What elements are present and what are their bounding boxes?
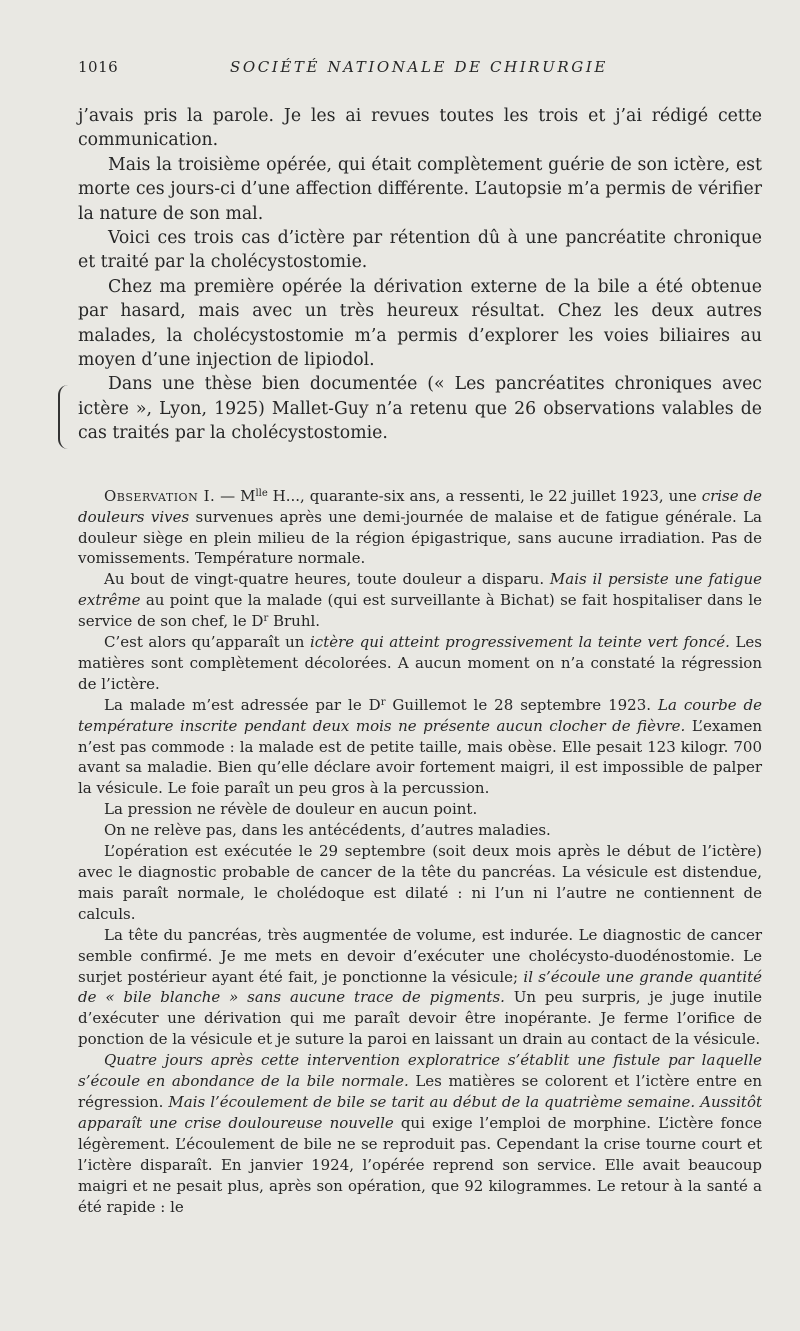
page-body [78, 104, 762, 1217]
superscript: r [380, 696, 386, 708]
observation-paragraph [78, 925, 762, 1050]
text-run: Au bout de vingt-quatre heures, toute douleur a disparu. [104, 570, 550, 589]
text-run: La malade m’est adressée par le D [104, 695, 381, 714]
italic-run: Mais il persiste une fatigue extrême [78, 570, 763, 610]
text-run: Les matières se colorent et l’ictère entre en régression. [78, 1072, 762, 1111]
superscript: r [263, 613, 269, 625]
text-run: L’examen n’est pas commode : la malade est de petite taille, mais obèse. Elle pesait 123 kilogr. 700 avant sa maladie. Bien qu’elle déclare avoir fortement maigri, il est impossible de palper la vésicule. Le foie paraît un peu gros à la percussion. [78, 716, 762, 798]
running-title: SOCIÉTÉ NATIONALE DE CHIRURGIE [230, 58, 608, 76]
text-run: Un peu surpris, je juge inutile d’exécuter une dérivation qui me paraît devoir être inopérante. Je ferme l’orifice de ponction de la vésicule et je suture la paroi en laissant un drain au contact de la vésicule. [78, 988, 762, 1049]
running-header [78, 58, 718, 84]
paragraph: Mais la troisième opérée, qui était complètement guérie de son ictère, est morte ces jours-ci d’une affection différente. L’autopsie m’a permis de vérifier la nature de son mal. [78, 154, 762, 224]
observation-paragraph [78, 569, 762, 632]
observation-paragraph: L’opération est exécutée le 29 septembre (soit deux mois après le début de l’ictère) avec le diagnostic probable de cancer de la tête du pancréas. La vésicule est distendue, mais paraît normale, le cholédoque est dilaté : ni l’un ni l’autre ne contiennent de calculs. [78, 842, 762, 923]
section-gap [78, 446, 762, 486]
paragraph: j’avais pris la parole. Je les ai revues toutes les trois et j’ai rédigé cette communication. [78, 106, 762, 151]
observation-paragraph: On ne relève pas, dans les antécédents, d’autres maladies. [104, 821, 551, 840]
italic-run: La courbe de température inscrite pendant deux mois ne présente aucun clocher de fièvre. [78, 695, 762, 735]
page-number: 1016 [78, 58, 119, 76]
italic-run: ictère qui atteint progressivement la teinte vert foncé. [310, 633, 730, 652]
text-run: Bruhl. [268, 612, 321, 631]
observation-text [78, 486, 762, 1218]
margin-bracket-mark [58, 385, 72, 449]
observation-paragraph: La pression ne révèle de douleur en aucun point. [104, 800, 478, 819]
text-run: Les matières sont complètement décolorées. A aucun moment on n’a constaté la régression de l’ictère. [78, 633, 762, 693]
italic-run: Mais l’écoulement de bile se tarit au début de la quatrième semaine. Aussitôt apparaît une crise douloureuse nouvelle [78, 1092, 762, 1132]
italic-run: il s’écoule une grande quantité de « bile blanche » sans aucune trace de pigments. [78, 967, 762, 1007]
paragraph: Voici ces trois cas d’ictère par rétention dû à une pancréatite chronique et traité par la cholécystostomie. [78, 228, 762, 273]
text-run: — M [215, 486, 256, 505]
italic-run: Quatre jours après cette intervention exploratrice s’établit une fistule par laquelle s’écoule en abondance de la bile normale. [78, 1051, 762, 1091]
observation-paragraph [78, 486, 762, 570]
text-run: C’est alors qu’apparaît un [104, 633, 310, 652]
observation-paragraph [78, 695, 762, 800]
text-run: au point que la malade (qui est surveillante à Bichat) se fait hospitaliser dans le service de son chef, le D [78, 591, 762, 631]
text-run: H..., quarante-six ans, a ressenti, le 22 juillet 1923, une [267, 486, 702, 505]
italic-run: crise de douleurs vives [78, 486, 762, 526]
text-run: survenues après une demi-journée de malaise et de fatigue générale. La douleur siège en plein milieu de la région épigastrique, sans aucune irradiation. Pas de vomissements. Température normale. [78, 507, 762, 568]
text-run: La tête du pancréas, très augmentée de volume, est indurée. Le diagnostic de cancer semble confirmé. Je me mets en devoir d’exécuter une cholécysto-duodénostomie. Le surjet postérieur ayant été fait, je ponctionne la vésicule; [78, 925, 762, 986]
paragraph: Dans une thèse bien documentée (« Les pancréatites chroniques avec ictère », Lyon, 1925) Mallet-Guy n’a retenu que 26 observations valables de cas traités par la cholécystostomie. [78, 374, 762, 444]
text-run: Guillemot le 28 septembre 1923. [385, 695, 658, 714]
observation-paragraph [78, 1050, 762, 1217]
superscript: lle [255, 487, 268, 499]
text-run: qui exige l’emploi de morphine. L’ictère fonce légèrement. L’écoulement de bile ne se reproduit pas. Cependant la crise tourne court et l’ictère disparaît. En janvier 1924, l’opérée reprend son service. Elle avait beaucoup maigri et ne pesait plus, après son opération, que 92 kilogrammes. Le retour à la santé a été rapide : le [78, 1113, 762, 1216]
main-text [78, 104, 762, 446]
observation-label: Observation I. [104, 486, 216, 505]
paragraph: Chez ma première opérée la dérivation externe de la bile a été obtenue par hasard, mais avec un très heureux résultat. Chez les deux autres malades, la cholécystostomie m’a permis d’explorer les voies biliaires au moyen d’une injection de lipiodol. [78, 276, 762, 371]
observation-paragraph [78, 632, 762, 695]
